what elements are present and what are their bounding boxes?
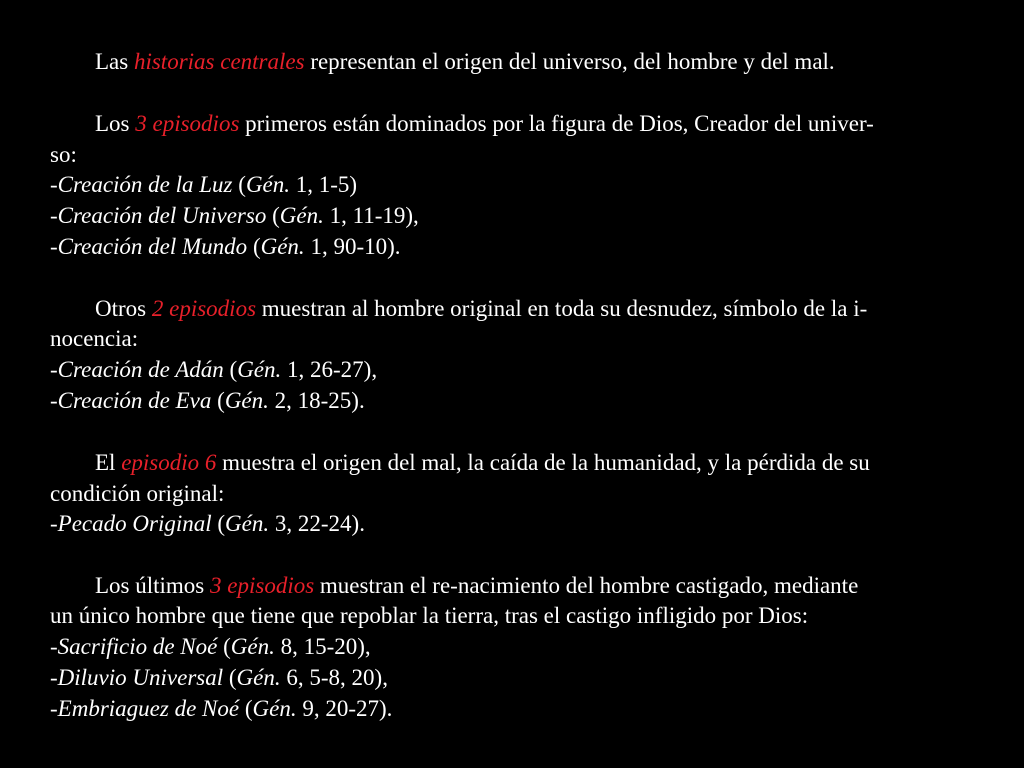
ref-abbr: Gén. (225, 511, 270, 536)
paragraph-1-line-1 (95, 47, 835, 77)
paren: ( (239, 696, 253, 721)
ref-abbr: Gén. (279, 203, 324, 228)
dash: - (50, 665, 58, 690)
episode-title: Embriaguez de Noé (57, 696, 240, 721)
ref: 1, 11-19), (323, 203, 419, 228)
highlight-episodio-6: episodio 6 (121, 450, 217, 475)
paren: ( (247, 234, 261, 259)
highlight-3-episodios: 3 episodios (135, 111, 240, 136)
text: muestra el origen del mal, la caída de la humanidad, y la pérdida de su (216, 450, 870, 475)
text: primeros están dominados por la figura de Dios, Creador del univer- (239, 111, 874, 136)
ref: 3, 22-24). (269, 511, 365, 536)
list-item (50, 386, 365, 416)
list-item (50, 663, 388, 693)
dash: - (50, 357, 58, 382)
episode-title: Creación de Eva (57, 388, 212, 413)
paren: ( (211, 511, 226, 536)
list-item (50, 694, 392, 724)
text: condición original: (50, 481, 225, 506)
highlight-3-episodios: 3 episodios (210, 573, 315, 598)
ref: 1, 90-10). (304, 234, 401, 259)
episode-title: Diluvio Universal (57, 665, 224, 690)
highlight-historias-centrales: historias centrales (133, 49, 305, 74)
list-item (50, 355, 377, 385)
text: El (95, 450, 122, 475)
text: so: (50, 142, 77, 167)
ref: 1, 1-5) (290, 172, 358, 197)
ref: 2, 18-25). (268, 388, 365, 413)
paragraph-2-line-1 (95, 109, 874, 139)
dash: - (50, 511, 58, 536)
episode-title: Pecado Original (57, 511, 212, 536)
text: representan el origen del universo, del hombre y del mal. (304, 49, 835, 74)
ref: 8, 15-20), (274, 634, 371, 659)
ref-abbr: Gén. (252, 696, 297, 721)
ref-abbr: Gén. (224, 388, 269, 413)
ref-abbr: Gén. (245, 172, 291, 197)
ref: 6, 5-8, 20), (280, 665, 388, 690)
list-item (50, 170, 357, 200)
paren: ( (266, 203, 280, 228)
paren: ( (217, 634, 231, 659)
text: Los (95, 111, 136, 136)
paragraph-4-line-2 (50, 479, 224, 509)
dash: - (50, 203, 58, 228)
list-item (50, 201, 419, 231)
highlight-2-episodios: 2 episodios (151, 296, 257, 321)
ref-abbr: Gén. (230, 634, 275, 659)
dash: - (50, 634, 58, 659)
text: muestran el re-nacimiento del hombre castigado, mediante (314, 573, 859, 598)
paragraph-2-line-2 (50, 140, 77, 170)
episode-title: Creación de la Luz (57, 172, 233, 197)
episode-title: Creación de Adán (57, 357, 224, 382)
text: un único hombre que tiene que repoblar la tierra, tras el castigo infligido por Dios: (50, 603, 809, 628)
list-item (50, 232, 401, 262)
paragraph-3-line-1 (95, 294, 867, 324)
text: muestran al hombre original en toda su desnudez, símbolo de la i- (256, 296, 868, 321)
dash: - (50, 388, 58, 413)
paren: ( (232, 172, 246, 197)
episode-title: Creación del Universo (57, 203, 267, 228)
paragraph-5-line-2 (50, 601, 808, 631)
episode-title: Creación del Mundo (57, 234, 248, 259)
list-item (50, 509, 365, 539)
text: Los últimos (95, 573, 211, 598)
episode-title: Sacrificio de Noé (57, 634, 218, 659)
paren: ( (223, 357, 238, 382)
text: nocencia: (50, 326, 139, 351)
dash: - (50, 234, 58, 259)
paragraph-5-line-1 (95, 571, 858, 601)
dash: - (50, 696, 58, 721)
paragraph-3-line-2 (50, 324, 138, 354)
list-item (50, 632, 371, 662)
ref-abbr: Gén. (237, 357, 282, 382)
dash: - (50, 172, 58, 197)
ref: 1, 26-27), (281, 357, 378, 382)
ref-abbr: Gén. (236, 665, 281, 690)
ref: 9, 20-27). (296, 696, 393, 721)
paragraph-4-line-1 (95, 448, 870, 478)
text: Otros (95, 296, 152, 321)
ref-abbr: Gén. (260, 234, 305, 259)
text: Las (95, 49, 134, 74)
paren: ( (223, 665, 237, 690)
paren: ( (211, 388, 225, 413)
